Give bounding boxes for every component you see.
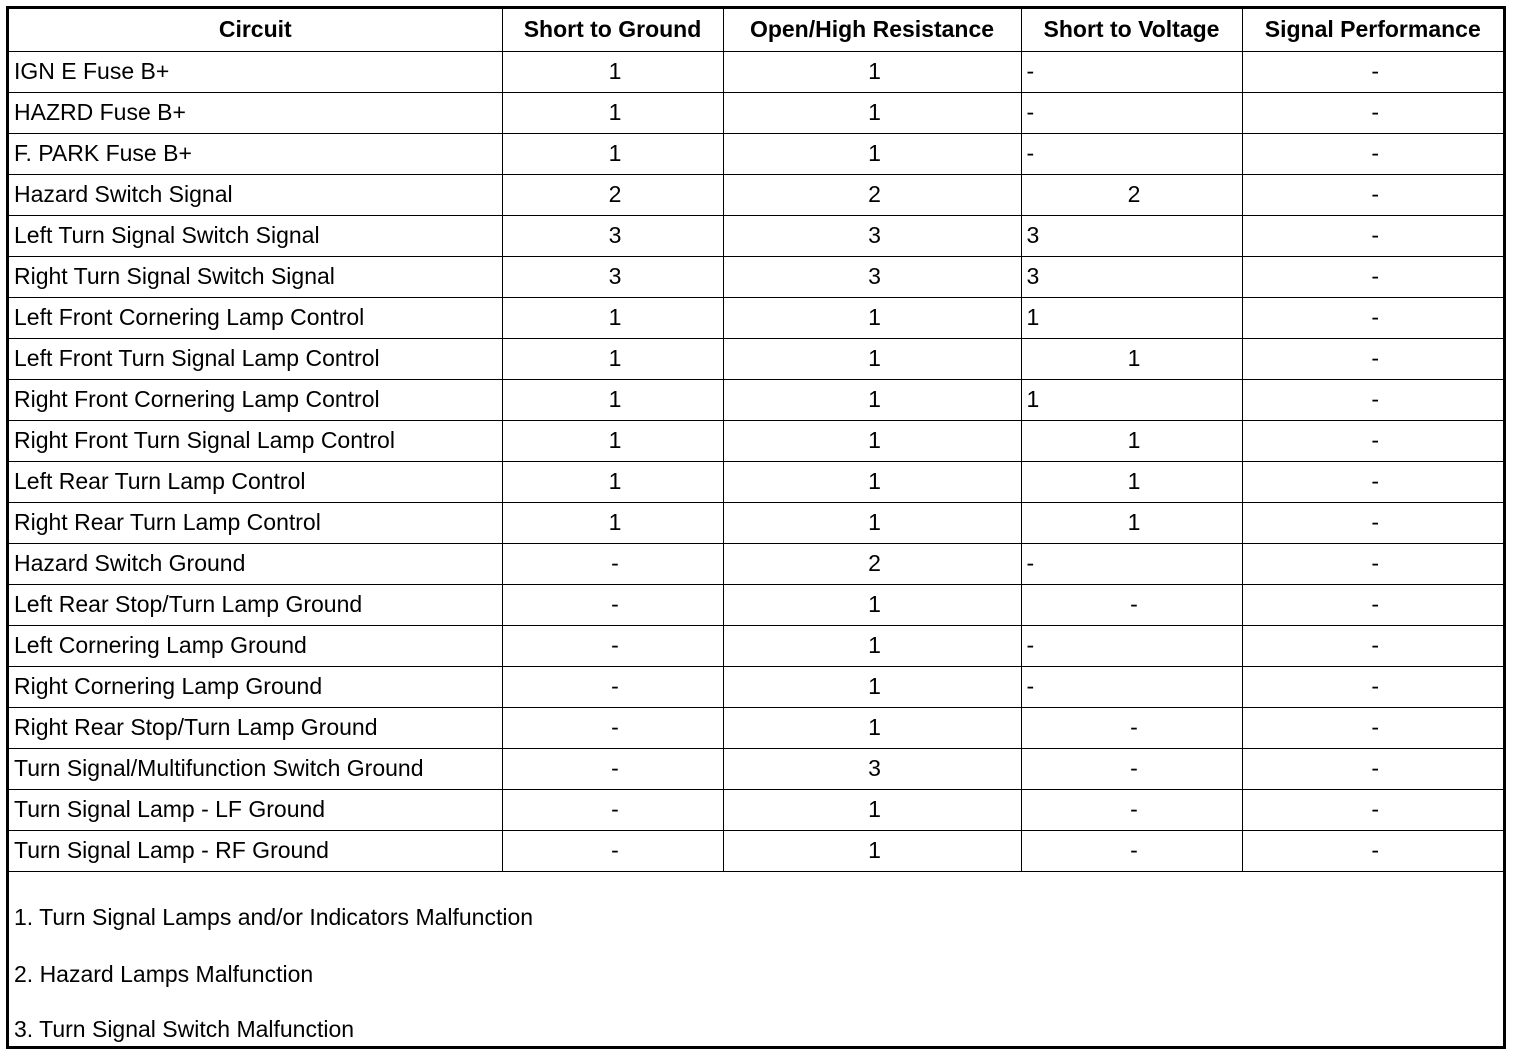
short-to-ground-cell: - [502, 584, 723, 625]
short-to-ground-cell: - [502, 543, 723, 584]
short-to-ground-cell: 1 [502, 461, 723, 502]
circuit-cell: Left Turn Signal Switch Signal [9, 215, 502, 256]
short-to-voltage-cell: - [1021, 543, 1242, 584]
circuit-cell: Turn Signal/Multifunction Switch Ground [9, 748, 502, 789]
short-to-ground-cell: 1 [502, 379, 723, 420]
circuit-cell: Left Rear Turn Lamp Control [9, 461, 502, 502]
table-row [9, 748, 1503, 789]
circuit-cell: Right Front Turn Signal Lamp Control [9, 420, 502, 461]
table-row [9, 666, 1503, 707]
open-high-resistance-cell: 3 [723, 748, 1021, 789]
open-high-resistance-cell: 1 [723, 830, 1021, 871]
open-high-resistance-cell: 1 [723, 707, 1021, 748]
table-row [9, 51, 1503, 92]
short-to-ground-cell: 1 [502, 338, 723, 379]
header-open-high-resistance: Open/High Resistance [723, 9, 1021, 51]
table-row [9, 461, 1503, 502]
short-to-ground-cell: 1 [502, 297, 723, 338]
open-high-resistance-cell: 1 [723, 666, 1021, 707]
table-row [9, 133, 1503, 174]
table-row [9, 92, 1503, 133]
signal-performance-cell: - [1242, 543, 1503, 584]
signal-performance-cell: - [1242, 92, 1503, 133]
signal-performance-cell: - [1242, 830, 1503, 871]
short-to-voltage-cell: 1 [1021, 338, 1242, 379]
open-high-resistance-cell: 1 [723, 338, 1021, 379]
signal-performance-cell: - [1242, 584, 1503, 625]
table-row [9, 420, 1503, 461]
header-short-to-voltage: Short to Voltage [1021, 9, 1242, 51]
signal-performance-cell: - [1242, 338, 1503, 379]
circuit-cell: Right Rear Stop/Turn Lamp Ground [9, 707, 502, 748]
short-to-voltage-cell: - [1021, 92, 1242, 133]
signal-performance-cell: - [1242, 707, 1503, 748]
circuit-cell: Hazard Switch Ground [9, 543, 502, 584]
short-to-voltage-cell: - [1021, 789, 1242, 830]
circuit-cell: Turn Signal Lamp - LF Ground [9, 789, 502, 830]
short-to-ground-cell: 3 [502, 256, 723, 297]
circuit-cell: F. PARK Fuse B+ [9, 133, 502, 174]
short-to-ground-cell: 1 [502, 420, 723, 461]
short-to-ground-cell: 1 [502, 133, 723, 174]
open-high-resistance-cell: 1 [723, 51, 1021, 92]
table-row [9, 830, 1503, 871]
circuit-cell: Right Rear Turn Lamp Control [9, 502, 502, 543]
header-circuit: Circuit [9, 9, 502, 51]
open-high-resistance-cell: 1 [723, 379, 1021, 420]
short-to-voltage-cell: - [1021, 51, 1242, 92]
circuit-cell: HAZRD Fuse B+ [9, 92, 502, 133]
circuit-cell: Left Front Cornering Lamp Control [9, 297, 502, 338]
circuit-cell: Left Rear Stop/Turn Lamp Ground [9, 584, 502, 625]
short-to-voltage-cell: - [1021, 707, 1242, 748]
notes-section [9, 897, 1503, 1062]
header-short-to-ground: Short to Ground [502, 9, 723, 51]
signal-performance-cell: - [1242, 256, 1503, 297]
signal-performance-cell: - [1242, 297, 1503, 338]
circuit-cell: Left Cornering Lamp Ground [9, 625, 502, 666]
signal-performance-cell: - [1242, 51, 1503, 92]
signal-performance-cell: - [1242, 502, 1503, 543]
circuit-diagnostic-table [9, 9, 1503, 872]
table-row [9, 789, 1503, 830]
open-high-resistance-cell: 2 [723, 543, 1021, 584]
short-to-ground-cell: - [502, 625, 723, 666]
short-to-voltage-cell: 1 [1021, 379, 1242, 420]
table-row [9, 584, 1503, 625]
short-to-voltage-cell: 2 [1021, 174, 1242, 215]
table-row [9, 625, 1503, 666]
short-to-voltage-cell: 3 [1021, 256, 1242, 297]
note-2: 2. Hazard Lamps Malfunction [14, 961, 314, 987]
open-high-resistance-cell: 1 [723, 789, 1021, 830]
short-to-ground-cell: 2 [502, 174, 723, 215]
short-to-ground-cell: 1 [502, 92, 723, 133]
open-high-resistance-cell: 1 [723, 584, 1021, 625]
short-to-voltage-cell: 1 [1021, 502, 1242, 543]
signal-performance-cell: - [1242, 215, 1503, 256]
open-high-resistance-cell: 1 [723, 92, 1021, 133]
short-to-ground-cell: - [502, 707, 723, 748]
short-to-ground-cell: - [502, 789, 723, 830]
short-to-ground-cell: - [502, 748, 723, 789]
short-to-ground-cell: - [502, 666, 723, 707]
table-body [9, 51, 1503, 871]
open-high-resistance-cell: 1 [723, 420, 1021, 461]
open-high-resistance-cell: 3 [723, 256, 1021, 297]
short-to-ground-cell: 1 [502, 51, 723, 92]
circuit-cell: Turn Signal Lamp - RF Ground [9, 830, 502, 871]
short-to-voltage-cell: - [1021, 584, 1242, 625]
signal-performance-cell: - [1242, 789, 1503, 830]
circuit-cell: Right Cornering Lamp Ground [9, 666, 502, 707]
signal-performance-cell: - [1242, 174, 1503, 215]
short-to-ground-cell: - [502, 830, 723, 871]
signal-performance-cell: - [1242, 379, 1503, 420]
circuit-cell: Right Turn Signal Switch Signal [9, 256, 502, 297]
table-row [9, 256, 1503, 297]
short-to-ground-cell: 1 [502, 502, 723, 543]
table-row [9, 502, 1503, 543]
short-to-voltage-cell: - [1021, 133, 1242, 174]
short-to-voltage-cell: 3 [1021, 215, 1242, 256]
open-high-resistance-cell: 1 [723, 133, 1021, 174]
table-row [9, 297, 1503, 338]
table-row [9, 174, 1503, 215]
table-row [9, 707, 1503, 748]
circuit-cell: Right Front Cornering Lamp Control [9, 379, 502, 420]
open-high-resistance-cell: 1 [723, 461, 1021, 502]
signal-performance-cell: - [1242, 461, 1503, 502]
table-row [9, 338, 1503, 379]
signal-performance-cell: - [1242, 625, 1503, 666]
circuit-diagnostic-table-container [6, 6, 1506, 1049]
short-to-voltage-cell: 1 [1021, 297, 1242, 338]
header-signal-performance: Signal Performance [1242, 9, 1503, 51]
open-high-resistance-cell: 2 [723, 174, 1021, 215]
circuit-cell: IGN E Fuse B+ [9, 51, 502, 92]
short-to-ground-cell: 3 [502, 215, 723, 256]
short-to-voltage-cell: 1 [1021, 420, 1242, 461]
short-to-voltage-cell: 1 [1021, 461, 1242, 502]
circuit-cell: Hazard Switch Signal [9, 174, 502, 215]
signal-performance-cell: - [1242, 748, 1503, 789]
short-to-voltage-cell: - [1021, 748, 1242, 789]
table-row [9, 543, 1503, 584]
table-row [9, 379, 1503, 420]
short-to-voltage-cell: - [1021, 625, 1242, 666]
open-high-resistance-cell: 1 [723, 625, 1021, 666]
open-high-resistance-cell: 1 [723, 502, 1021, 543]
signal-performance-cell: - [1242, 666, 1503, 707]
signal-performance-cell: - [1242, 133, 1503, 174]
note-3: 3. Turn Signal Switch Malfunction [14, 1016, 355, 1042]
short-to-voltage-cell: - [1021, 830, 1242, 871]
signal-performance-cell: - [1242, 420, 1503, 461]
table-row [9, 215, 1503, 256]
table-header-row [9, 9, 1503, 51]
note-1: 1. Turn Signal Lamps and/or Indicators Malfunction [14, 904, 534, 930]
open-high-resistance-cell: 3 [723, 215, 1021, 256]
circuit-cell: Left Front Turn Signal Lamp Control [9, 338, 502, 379]
open-high-resistance-cell: 1 [723, 297, 1021, 338]
short-to-voltage-cell: - [1021, 666, 1242, 707]
